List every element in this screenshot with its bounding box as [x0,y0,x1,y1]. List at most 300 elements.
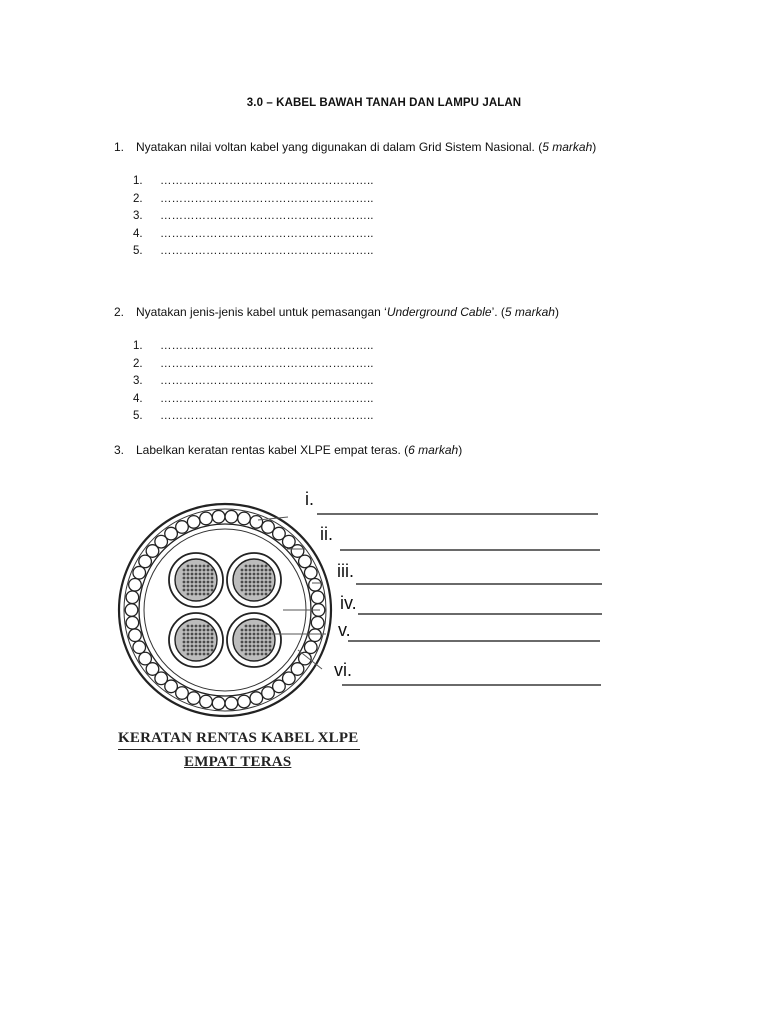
conductor-strand [199,593,202,596]
conductor-strand [199,633,202,636]
conductor-strand [265,585,268,588]
conductor-strand [207,569,210,572]
conductor-strand [183,645,186,648]
conductor-strand [241,649,244,652]
conductor-strand [269,633,272,636]
conductor-strand [261,625,264,628]
conductor-strand [261,573,264,576]
conductor-strand [187,653,190,656]
diagram-caption-line-1: KERATAN RENTAS KABEL XLPE [118,730,359,746]
conductor-strand [257,573,260,576]
conductor-strand [265,645,268,648]
question-number: 3. [114,443,125,457]
conductor-strand [195,565,198,568]
conductor-strand [245,585,248,588]
conductor-strand [245,633,248,636]
conductor-strand [183,641,186,644]
conductor-strand [253,653,256,656]
conductor-strand [261,649,264,652]
conductor-strand [191,569,194,572]
conductor-strand [187,641,190,644]
conductor-strand [187,649,190,652]
conductor-strand [245,565,248,568]
conductor-strand [261,641,264,644]
question-number: 2. [114,305,125,319]
conductor-strand [211,633,214,636]
conductor-strand [195,645,198,648]
conductor-strand [257,589,260,592]
conductor-strand [195,637,198,640]
conductor-strand [211,629,214,632]
conductor-strand [187,645,190,648]
conductor-strand [253,577,256,580]
question-text: Labelkan keratan rentas kabel XLPE empat teras. (6 markah) [136,443,463,457]
conductor-strand [191,577,194,580]
conductor-strand [261,577,264,580]
answer-line[interactable]: 2. ……………………………………………….. [133,357,374,370]
conductor-strand [203,653,206,656]
conductor-strand [257,593,260,596]
conductor-strand [183,585,186,588]
armour-wire [126,591,139,604]
armour-wire [311,616,324,629]
conductor-strand [207,581,210,584]
conductor-strand [261,653,264,656]
conductor-strand [245,573,248,576]
conductor-strand [253,645,256,648]
conductor-strand [195,593,198,596]
conductor-strand [245,593,248,596]
conductor-strand [203,645,206,648]
conductor-strand [269,637,272,640]
conductor-strand [195,569,198,572]
conductor-strand [199,653,202,656]
answer-line[interactable]: 1. ……………………………………………….. [133,340,374,352]
conductor-strand [253,581,256,584]
conductor-strand [265,653,268,656]
conductor-strand [207,577,210,580]
conductor-strand [199,569,202,572]
armour-wire [309,578,322,591]
armour-wire [225,697,238,710]
answer-line[interactable]: 5. ……………………………………………….. [133,410,374,422]
conductor-strand [195,585,198,588]
caption-underline [118,749,360,750]
conductor-strand [249,637,252,640]
armour-wire [262,687,275,700]
conductor-strand [245,637,248,640]
conductor-strand [257,649,260,652]
conductor-strand [207,589,210,592]
conductor-strand [261,569,264,572]
conductor-strand [245,649,248,652]
conductor-strand [257,565,260,568]
conductor-strand [207,565,210,568]
worksheet-title: 3.0 – KABEL BAWAH TANAH DAN LAMPU JALAN [246,97,522,109]
conductor-strand [191,633,194,636]
conductor-strand [211,585,214,588]
conductor-strand [195,641,198,644]
conductor-strand [195,573,198,576]
conductor-strand [249,573,252,576]
marks: 6 markah [408,443,459,457]
conductor-strand [257,629,260,632]
conductor-strand [199,645,202,648]
conductor-strand [269,581,272,584]
conductor-strand [203,569,206,572]
conductor-strand [249,641,252,644]
armour-wire [176,521,189,534]
conductor-strand [207,573,210,576]
conductor-strand [253,629,256,632]
conductor-strand [187,589,190,592]
conductor-strand [241,637,244,640]
conductor-strand [269,589,272,592]
conductor-strand [207,637,210,640]
conductor-strand [211,645,214,648]
conductor-strand [261,633,264,636]
armour-wire [304,566,317,579]
conductor-strand [199,581,202,584]
answer-line[interactable]: 4. ……………………………………………….. [133,392,374,405]
conductor-strand [211,637,214,640]
conductor-strand [241,629,244,632]
conductor-strand [253,633,256,636]
conductor-strand [253,637,256,640]
conductor-strand [245,641,248,644]
armour-wire [304,641,317,654]
conductor-strand [241,633,244,636]
conductor-strand [253,641,256,644]
conductor-strand [187,565,190,568]
conductor-strand [203,637,206,640]
conductor-strand [195,649,198,652]
conductor-strand [183,629,186,632]
armour-wire [139,652,152,665]
conductor-strand [203,585,206,588]
conductor-strand [203,641,206,644]
conductor-strand [261,581,264,584]
conductor-strand [249,593,252,596]
conductor-strand [183,633,186,636]
conductor-strand [257,633,260,636]
conductor-strand [249,565,252,568]
diagram-caption-line-2: EMPAT TERAS [184,754,292,770]
conductor-strand [183,581,186,584]
conductor-strand [191,581,194,584]
conductor-strand [257,581,260,584]
conductor-strand [207,645,210,648]
answer-line[interactable]: 3. ……………………………………………….. [133,210,374,222]
conductor-strand [191,653,194,656]
conductor-strand [261,565,264,568]
conductor-strand [253,625,256,628]
conductor-strand [269,585,272,588]
conductor-strand [187,585,190,588]
conductor-strand [253,593,256,596]
conductor-strand [245,569,248,572]
conductor-strand [207,633,210,636]
conductor-strand [241,589,244,592]
conductor-strand [207,585,210,588]
conductor-strand [261,629,264,632]
label-iii: iii. [337,561,354,581]
conductor-strand [187,629,190,632]
conductor-strand [253,649,256,652]
conductor-strand [261,637,264,640]
armour-wire [250,692,263,705]
conductor-strand [269,573,272,576]
conductor-strand [183,573,186,576]
conductor-strand [203,593,206,596]
answer-line[interactable]: 1. ……………………………………………….. [133,175,374,187]
marks: 5 markah [504,305,555,319]
armour-wire [129,578,142,591]
conductor-strand [245,577,248,580]
conductor-strand [199,625,202,628]
conductor-strand [245,581,248,584]
conductor-strand [245,625,248,628]
conductor-strand [265,565,268,568]
armour-wire [212,510,225,523]
answer-line[interactable]: 5. ……………………………………………….. [133,245,374,257]
answer-line[interactable]: 2. ……………………………………………….. [133,192,374,205]
armour-wire [187,692,200,705]
conductor-strand [199,585,202,588]
conductor-strand [211,641,214,644]
armour-wire [200,695,213,708]
conductor-strand [253,573,256,576]
armour-wire [125,604,138,617]
conductor-strand [211,649,214,652]
conductor-strand [265,589,268,592]
armour-wire [225,510,238,523]
conductor-strand [249,645,252,648]
conductor-strand [257,641,260,644]
question-text: Nyatakan nilai voltan kabel yang digunakan di dalam Grid Sistem Nasional. (5 markah) [136,140,597,154]
conductor-strand [207,653,210,656]
conductor-strand [203,581,206,584]
label-ii: ii. [320,524,333,544]
armour-wire [133,566,146,579]
bedding-inner [144,529,306,691]
conductor-strand [257,653,260,656]
conductor-strand [207,641,210,644]
armour-wire [187,516,200,529]
conductor-strand [203,629,206,632]
conductor-strand [199,641,202,644]
conductor-strand [187,573,190,576]
conductor-strand [265,633,268,636]
label-answer-lines [317,514,602,685]
conductor-strand [245,653,248,656]
conductor-strand [199,629,202,632]
conductor-strand [203,625,206,628]
armour-wire [126,616,139,629]
armour-wire [129,629,142,642]
label-iv: iv. [340,593,357,613]
conductor-strand [265,573,268,576]
conductor-strand [191,641,194,644]
conductor-strand [249,653,252,656]
leader-line [258,517,288,520]
label-v: v. [338,620,351,640]
conductor-strand [257,637,260,640]
conductor-strand [187,581,190,584]
conductor-strand [257,645,260,648]
conductor-strand [187,625,190,628]
conductor-strand [253,585,256,588]
conductor-strand [265,637,268,640]
conductor-strand [261,585,264,588]
conductor-strand [187,593,190,596]
conductor-strand [207,629,210,632]
armour-wire [299,555,312,568]
conductor-strand [249,625,252,628]
conductor-strand [249,589,252,592]
conductor-strand [257,577,260,580]
conductor-strand [199,637,202,640]
conductor-strand [187,637,190,640]
armour-wire [309,629,322,642]
conductor-strand [249,577,252,580]
armour-wire [200,512,213,525]
conductor-strand [249,629,252,632]
conductor-strand [241,641,244,644]
conductor-strand [183,577,186,580]
conductor-strand [199,565,202,568]
conductor-strand [191,625,194,628]
conductor-strand [253,569,256,572]
conductor-strand [269,577,272,580]
conductor-strand [249,649,252,652]
question-text: Nyatakan jenis-jenis kabel untuk pemasangan ‘Underground Cable’. (5 markah) [136,305,559,319]
conductor-strand [269,645,272,648]
conductor-strand [187,633,190,636]
conductor-strand [269,641,272,644]
conductor-strand [245,645,248,648]
conductor-strand [195,577,198,580]
question-number: 1. [114,140,125,154]
conductor-strand [191,629,194,632]
conductor-strand [187,577,190,580]
conductor-strand [191,645,194,648]
conductor-strand [269,569,272,572]
conductor-strand [211,569,214,572]
conductor-strand [203,573,206,576]
conductor-strand [207,593,210,596]
answer-line[interactable]: 4. ……………………………………………….. [133,227,374,240]
armour-wire [238,512,251,525]
conductor-strand [183,637,186,640]
conductor-strand [191,637,194,640]
conductor-strand [191,589,194,592]
conductor-strand [245,629,248,632]
conductor-strand [261,589,264,592]
conductor-strand [257,585,260,588]
conductor-strand [191,585,194,588]
armour-wire [133,641,146,654]
conductor-strand [183,569,186,572]
conductor-strand [265,625,268,628]
answer-line[interactable]: 3. ……………………………………………….. [133,375,374,387]
conductor-strand [269,649,272,652]
conductor-strand [187,569,190,572]
conductor-strand [241,569,244,572]
conductor-strand [203,589,206,592]
label-i: i. [305,489,314,509]
conductor-strand [241,585,244,588]
conductor-strand [191,573,194,576]
conductor-strand [207,649,210,652]
conductor-strand [211,577,214,580]
conductor-strand [191,649,194,652]
conductor-strand [207,625,210,628]
conductor-strand [265,569,268,572]
conductor-strand [257,569,260,572]
conductor-strand [199,649,202,652]
conductor-strand [203,565,206,568]
conductor-strand [245,589,248,592]
conductor-strand [241,573,244,576]
conductor-strand [195,581,198,584]
conductor-strand [183,649,186,652]
conductor-strand [261,593,264,596]
conductor-strand [211,589,214,592]
conductor-strand [211,573,214,576]
conductor-strand [191,565,194,568]
conductor-strand [265,649,268,652]
conductor-strand [199,577,202,580]
conductor-strand [211,581,214,584]
conductor-strand [195,633,198,636]
armour-wire [212,697,225,710]
armour-wire [250,516,263,529]
conductor-strand [203,577,206,580]
conductor-strand [249,585,252,588]
armour-wire [238,695,251,708]
conductor-strand [265,593,268,596]
conductor-strand [199,589,202,592]
conductor-strand [253,565,256,568]
conductor-strand [183,589,186,592]
conductor-strand [199,573,202,576]
marks: 5 markah [542,140,593,154]
conductor-strand [269,629,272,632]
conductor-strand [241,645,244,648]
conductor-strand [249,633,252,636]
conductor-strand [195,589,198,592]
conductor-strand [257,625,260,628]
conductor-strand [191,593,194,596]
conductor-strand [195,653,198,656]
conductor-strand [195,625,198,628]
conductor-strand [249,569,252,572]
label-vi: vi. [334,660,352,680]
conductor-strand [249,581,252,584]
conductor-strand [241,577,244,580]
conductor-strand [203,649,206,652]
conductor-strand [203,633,206,636]
conductor-strand [265,581,268,584]
conductor-strand [195,629,198,632]
conductor-strand [265,641,268,644]
armour-wire [311,591,324,604]
conductor-strand [241,581,244,584]
conductor-strand [265,577,268,580]
conductor-strand [265,629,268,632]
conductor-strand [253,589,256,592]
